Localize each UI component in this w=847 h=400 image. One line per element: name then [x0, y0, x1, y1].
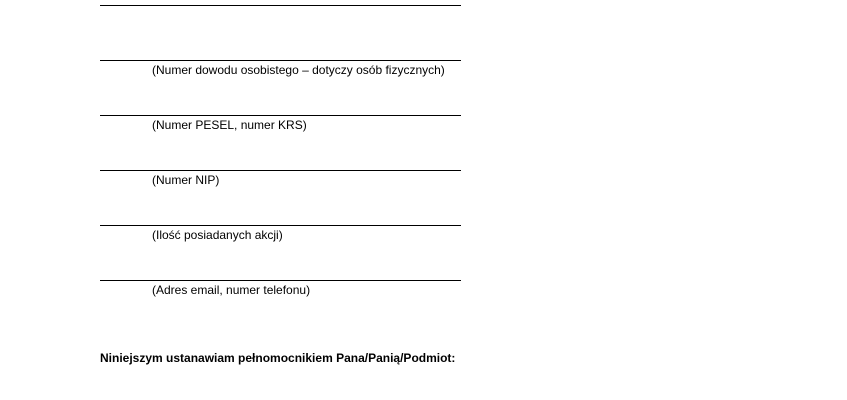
field-caption-contact: (Adres email, numer telefonu) [152, 283, 311, 297]
field-caption-shares: (Ilość posiadanych akcji) [152, 228, 283, 242]
field-line-pesel-krs[interactable] [100, 115, 461, 116]
field-caption-id-number: (Numer dowodu osobistego – dotyczy osób fizycznych) [152, 63, 445, 77]
field-line-shares[interactable] [100, 225, 461, 226]
field-line-top[interactable] [100, 5, 461, 6]
field-line-id-number[interactable] [100, 60, 461, 61]
field-caption-nip: (Numer NIP) [152, 173, 220, 187]
field-caption-pesel-krs: (Numer PESEL, numer KRS) [152, 118, 307, 132]
field-line-nip[interactable] [100, 170, 461, 171]
proxy-statement: Niniejszym ustanawiam pełnomocnikiem Pana/Panią/Podmiot: [100, 351, 456, 365]
field-line-contact[interactable] [100, 280, 461, 281]
